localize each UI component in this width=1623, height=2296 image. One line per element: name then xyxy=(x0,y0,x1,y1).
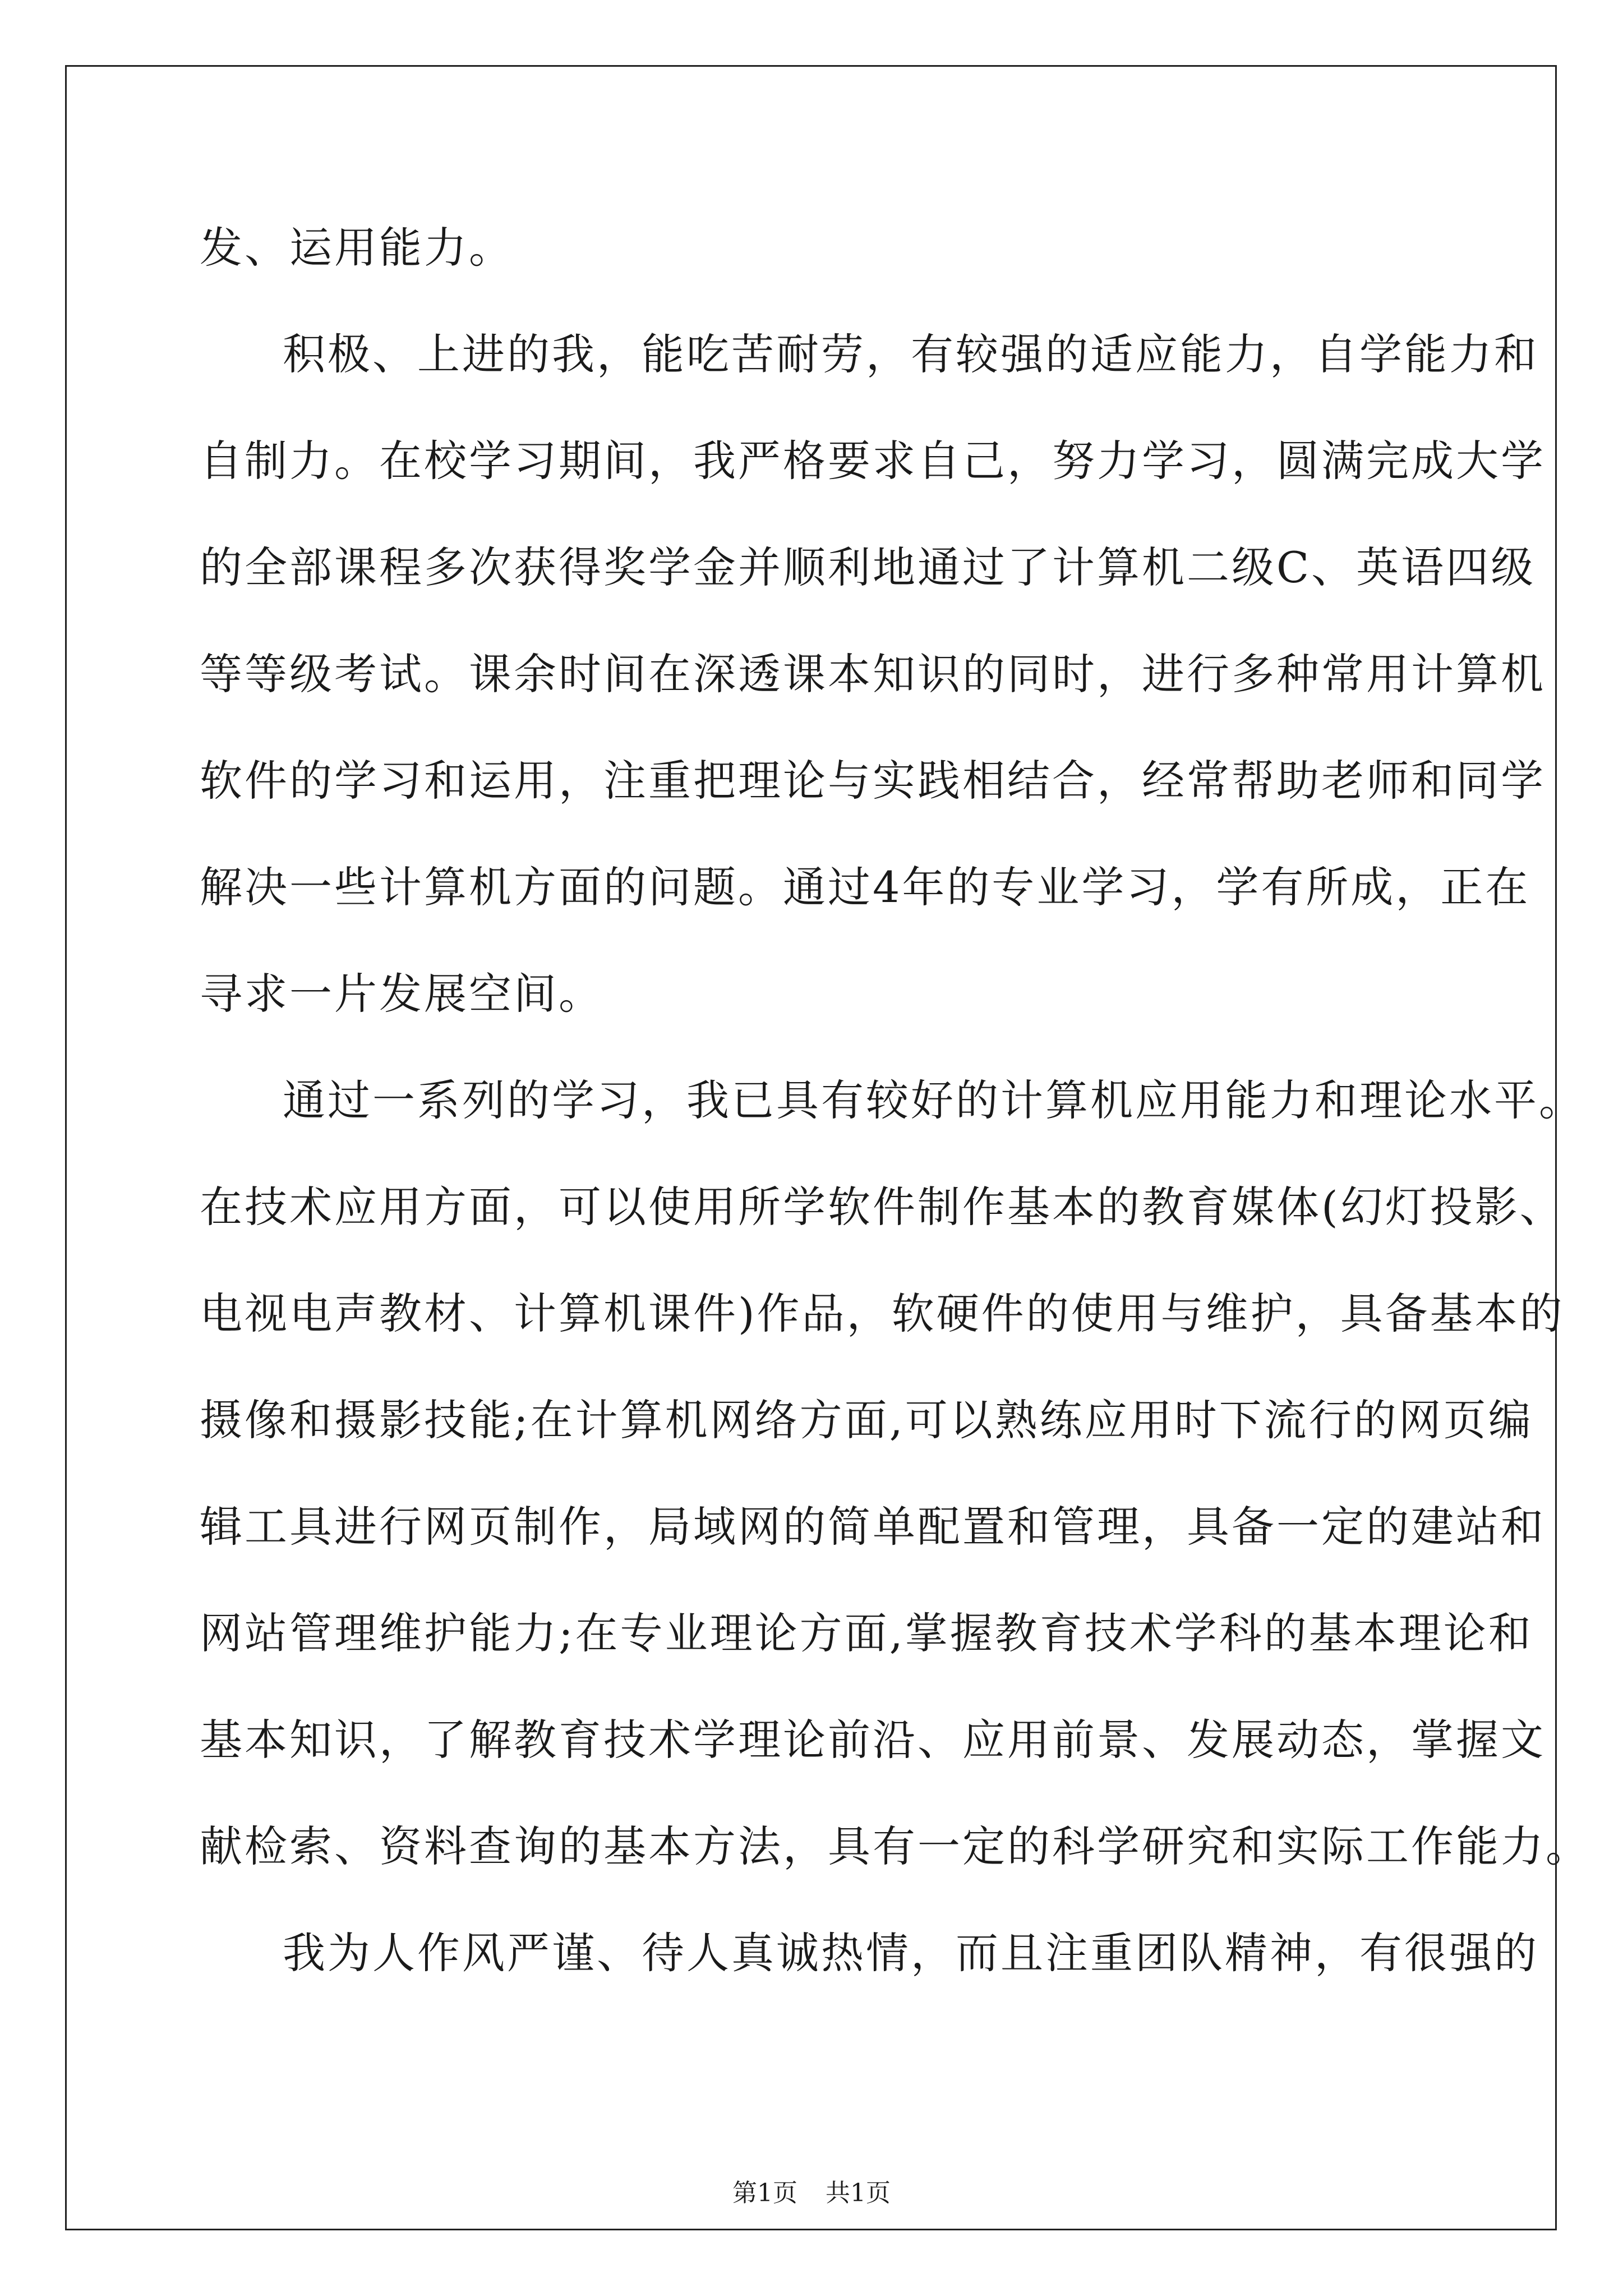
paragraph-line: 基本知识，了解教育技术学理论前沿、应用前景、发展动态，掌握文 xyxy=(200,1715,1546,1765)
paragraph-line: 献检索、资料查询的基本方法，具有一定的科学研究和实际工作能力。 xyxy=(200,1821,1590,1871)
paragraph-line: 摄像和摄影技能;在计算机网络方面,可以熟练应用时下流行的网页编 xyxy=(200,1395,1533,1445)
paragraph-line: 等等级考试。课余时间在深透课本知识的同时，进行多种常用计算机 xyxy=(200,649,1546,699)
page-total: 共1页 xyxy=(826,2179,891,2207)
page-border xyxy=(65,65,1590,2230)
paragraph-line: 解决一些计算机方面的问题。通过4年的专业学习，学有所成，正在 xyxy=(200,862,1530,912)
paragraph-line: 的全部课程多次获得奖学金并顺利地通过了计算机二级C、英语四级 xyxy=(200,542,1536,592)
paragraph-line: 我为人作风严谨、待人真诚热情，而且注重团队精神，有很强的 xyxy=(283,1928,1539,1978)
paragraph-line: 电视电声教材、计算机课件)作品，软硬件的使用与维护，具备基本的 xyxy=(200,1289,1565,1338)
page-footer xyxy=(0,2177,1623,2210)
paragraph-line: 辑工具进行网页制作，局域网的简单配置和管理，具备一定的建站和 xyxy=(200,1502,1546,1552)
paragraph-line: 网站管理维护能力;在专业理论方面,掌握教育技术学科的基本理论和 xyxy=(200,1608,1533,1658)
page-number: 第1页 xyxy=(732,2179,797,2207)
paragraph-line: 在技术应用方面，可以使用所学软件制作基本的教育媒体(幻灯投影、 xyxy=(200,1182,1565,1232)
paragraph-line: 通过一系列的学习，我已具有较好的计算机应用能力和理论水平。 xyxy=(283,1075,1584,1125)
paragraph-line: 寻求一片发展空间。 xyxy=(200,969,603,1019)
paragraph-line: 积极、上进的我，能吃苦耐劳，有较强的适应能力，自学能力和 xyxy=(283,329,1539,379)
paragraph-line: 自制力。在校学习期间，我严格要求自己，努力学习，圆满完成大学 xyxy=(200,436,1546,486)
paragraph-line: 发、运用能力。 xyxy=(200,223,514,273)
paragraph-line: 软件的学习和运用，注重把理论与实践相结合，经常帮助老师和同学 xyxy=(200,756,1546,806)
